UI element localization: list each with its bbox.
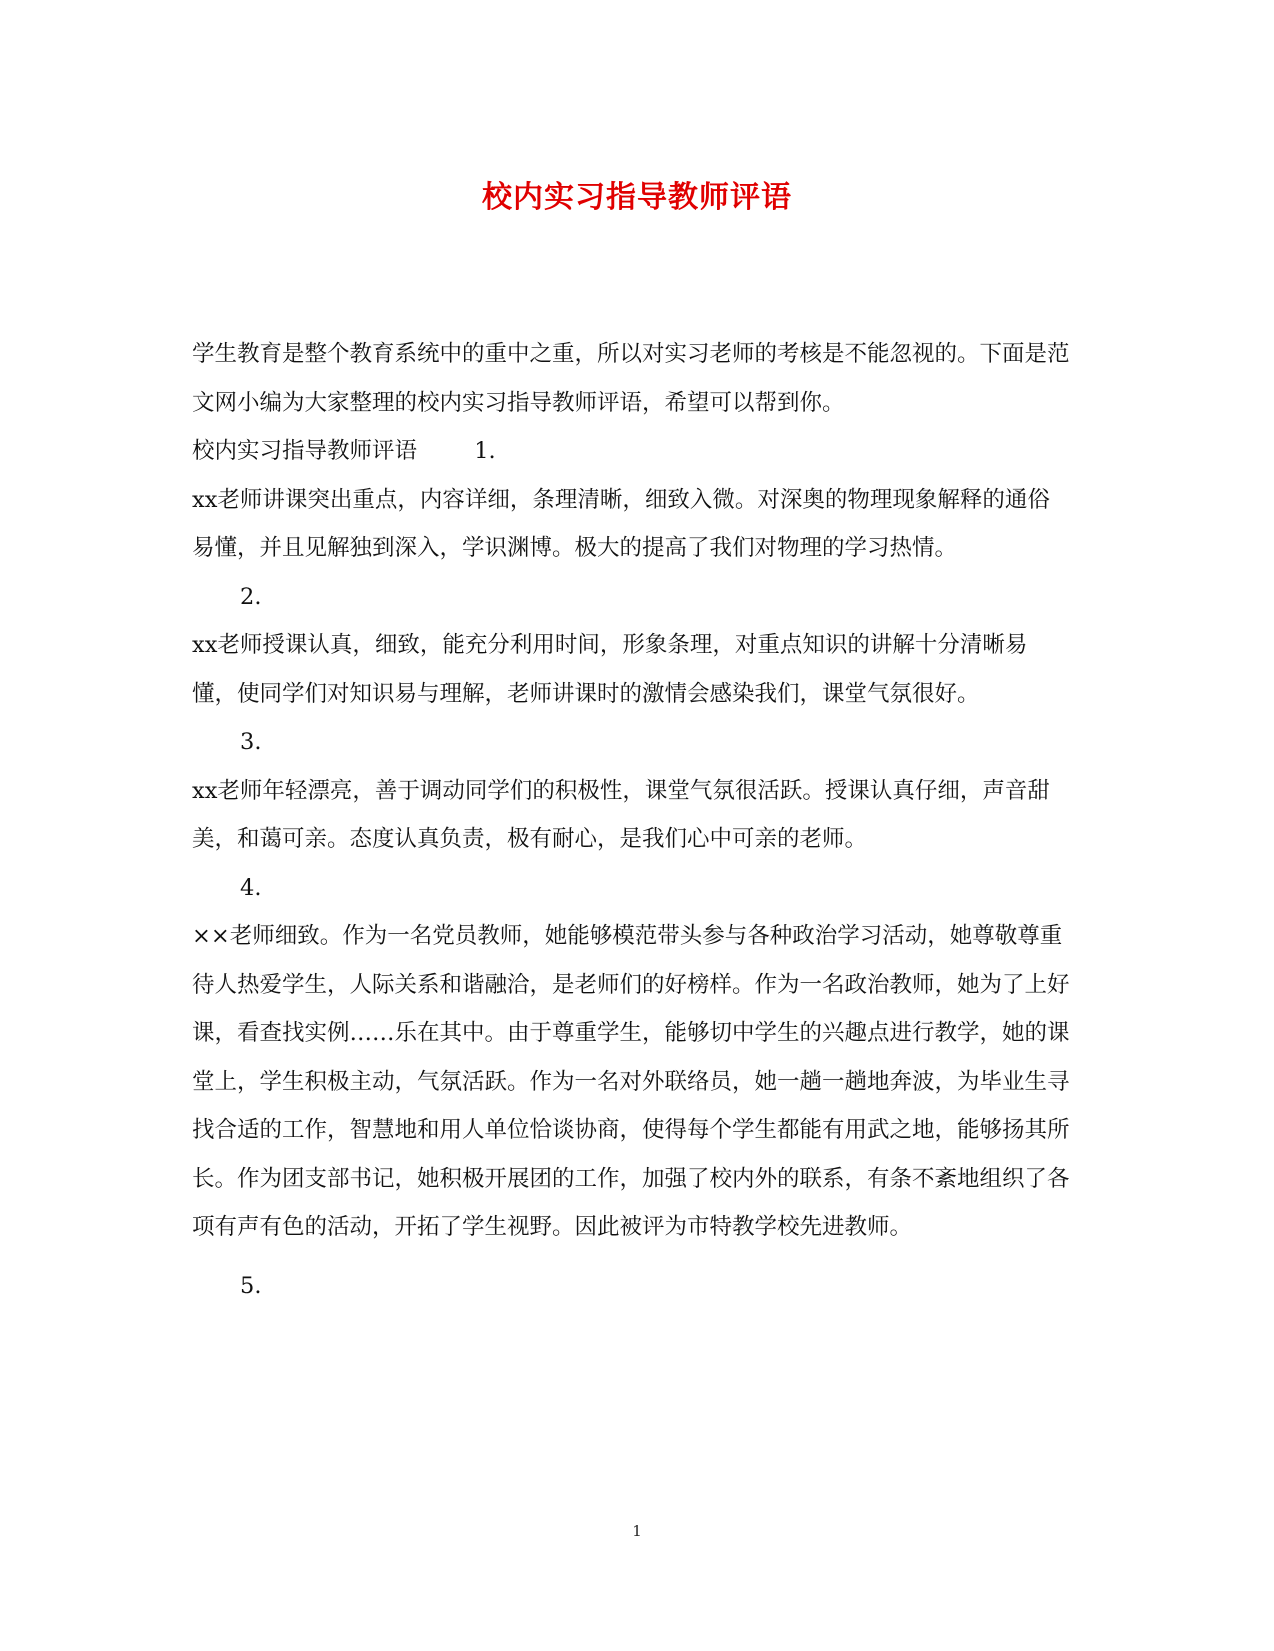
paragraph-gap <box>192 1252 1072 1262</box>
page-number: 1 <box>632 1522 642 1540</box>
document-body <box>192 330 1072 1310</box>
item-number-1: 1. <box>474 438 496 464</box>
item-number-4: 4. <box>240 874 262 901</box>
section-heading-line <box>192 427 1072 476</box>
intro-paragraph: 学生教育是整个教育系统中的重中之重，所以对实习老师的考核是不能忽视的。下面是范文网小编为大家整理的校内实习指导教师评语，希望可以帮到你。 <box>192 341 1070 416</box>
item-3-text: xx老师年轻漂亮，善于调动同学们的积极性，课堂气氛很活跃。授课认真仔细，声音甜美，和蔼可亲。态度认真负责，极有耐心，是我们心中可亲的老师。 <box>192 777 1050 852</box>
section-heading: 校内实习指导教师评语 <box>192 438 418 464</box>
item-1-text: xx老师讲课突出重点，内容详细，条理清晰，细致入微。对深奥的物理现象解释的通俗易懂，并且见解独到深入，学识渊博。极大的提高了我们对物理的学习热情。 <box>192 486 1050 561</box>
item-2-text: xx老师授课认真，细致，能充分利用时间，形象条理，对重点知识的讲解十分清晰易懂，使同学们对知识易与理解，老师讲课时的激情会感染我们，课堂气氛很好。 <box>192 632 1028 707</box>
item-4-text: ××老师细致。作为一名党员教师，她能够模范带头参与各种政治学习活动，她尊敬尊重待人热爱学生，人际关系和谐融洽，是老师们的好榜样。作为一名政治教师，她为了上好课，看查找实例……乐在其中。由于尊重学生，能够切中学生的兴趣点进行教学，她的课堂上，学生积极主动，气氛活跃。作为一名对外联络员，她一趟一趟地奔波，为毕业生寻找合适的工作，智慧地和用人单位恰谈协商，使得每个学生都能有用武之地，能够扬其所长。作为团支部书记，她积极开展团的工作，加强了校内外的联系，有条不紊地组织了各项有声有色的活动，开拓了学生视野。因此被评为市特教学校先进教师。 <box>192 923 1070 1240</box>
document-title: 校内实习指导教师评语 <box>482 180 792 215</box>
item-number-2: 2. <box>240 583 262 610</box>
item-number-5: 5. <box>240 1272 262 1299</box>
item-number-3: 3. <box>240 729 262 755</box>
